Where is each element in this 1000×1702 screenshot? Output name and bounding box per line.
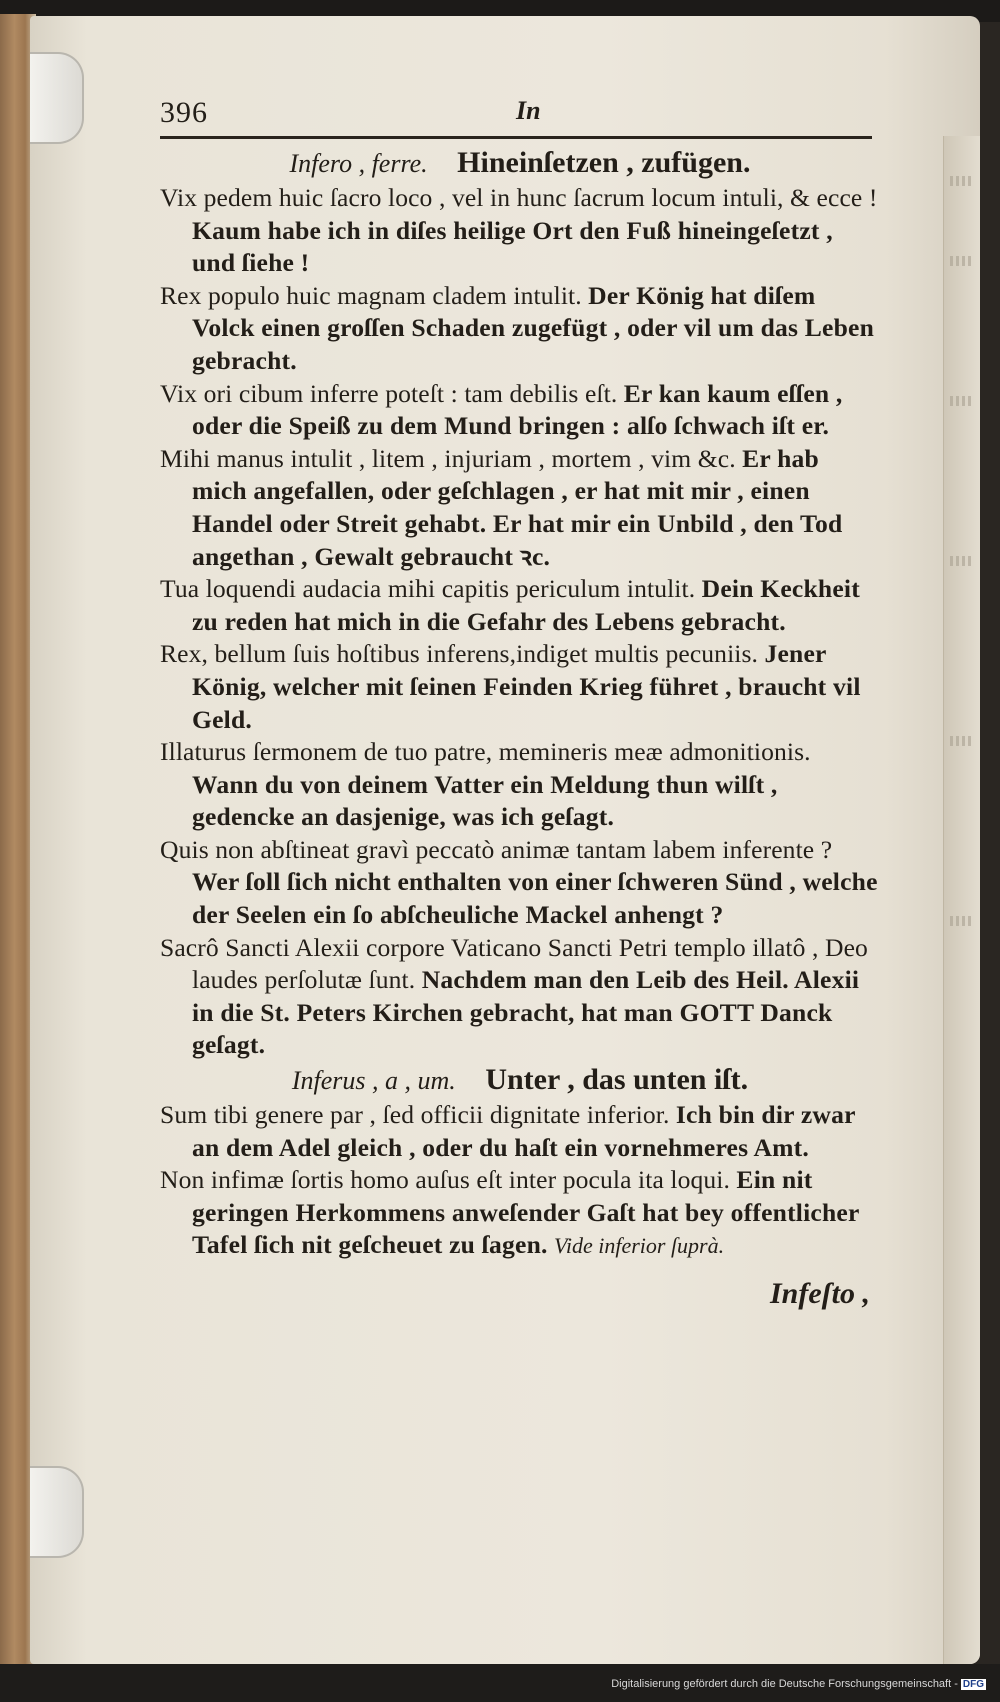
dfg-logo: DFG [962,1679,984,1690]
entry-german: Er kan kaum eſſen , oder die Speiß zu dem Mund bringen : alſo ſchwach iſt er. [192,378,843,441]
lemma-german: Unter , das unten iſt. [485,1063,749,1097]
page-number: 396 [160,96,208,129]
entry-german: Wann du von deinem Vatter ein Meldung thun wilſt , gedencke an dasjenige, was ich geſagt. [192,769,778,832]
dictionary-entry [160,932,880,1062]
entry-german: Kaum habe ich in diſes heilige Ort den Fuß hineingeſetzt , und ſiehe ! [192,215,833,278]
bleed-text-mark [950,256,974,266]
digitization-credit [611,1678,986,1690]
cross-reference: Vide inferior ſuprà. [554,1233,725,1259]
entry-latin: Quis non abſtineat gravì peccatò animæ tantam labem inferente ? [160,834,833,864]
dictionary-entry [160,736,880,834]
entry-latin: Non infimæ ſortis homo auſus eſt inter pocula ita loqui. [160,1165,731,1195]
entry-latin: Tua loquendi audacia mihi capitis periculum intulit. [160,574,696,604]
entry-german: Der König hat diſem Volck einen groſſen Schaden zugefügt , oder vil um das Leben gebracht. [192,280,875,375]
entry-latin: Vix ori cibum inferre poteſt : tam debilis eſt. [160,378,618,408]
lemma-german: Hineinſetzen , zufügen. [457,146,751,179]
dictionary-entry [160,378,880,443]
entry-latin: Rex, bellum ſuis hoſtibus inferens,indiget multis pecuniis. [160,639,759,669]
facing-page-edge [943,136,980,1664]
catchword: Infeſto , [770,1277,870,1310]
entry-german: Ich bin dir zwar an dem Adel gleich , oder du haſt ein vornehmeres Amt. [192,1100,856,1162]
entry-latin: Rex populo huic magnam cladem intulit. [160,280,582,310]
dictionary-entry [160,638,880,736]
bleed-text-mark [950,736,974,746]
lemma-heading [160,1062,880,1099]
entry-latin: Mihi manus intulit , litem , injuriam , mortem , vim &c. [160,443,736,473]
page-clip-top [30,52,84,144]
entry-latin: Illaturus ſermonem de tuo patre, memineris meæ admonitionis. [160,737,811,767]
page-header [160,96,880,132]
entry-german: Dein Keckheit zu reden hat mich in die Gefahr des Lebens gebracht. [192,574,860,636]
entry-german: Jener König, welcher mit ſeinen Feinden Krieg führet , braucht vil Geld. [192,639,861,734]
entry-german: Wer ſoll ſich nicht enthalten von einer ſchweren Sünd , welche der Seelen ein ſo abſcheuliche Mackel anhengt ? [192,867,878,930]
entry-german: Ein nit geringen Herkommens anweſender Gaſt hat bey offentlicher Tafel ſich nit geſcheuet zu ſagen. [192,1165,860,1260]
dictionary-entry [160,182,880,280]
dictionary-entry [160,1099,880,1164]
page-clip-bottom [30,1466,84,1558]
entry-latin: Sacrô Sancti Alexii corpore Vaticano Sancti Petri templo illatô , Deo laudes perſolutæ ſunt. [160,932,868,995]
credit-text: Digitalisierung gefördert durch die Deutsche Forschungsgemeinschaft - [611,1678,958,1690]
bleed-text-mark [950,396,974,406]
bleed-text-mark [950,916,974,926]
scanner-footer-bar [0,1664,1000,1702]
bleed-text-mark [950,556,974,566]
dictionary-entry [160,1164,880,1263]
lemma-latin: Inferus , a , um. [291,1066,456,1096]
dictionary-entry [160,280,880,378]
dictionary-entry [160,443,880,573]
lemma-latin: Infero , ferre. [289,149,428,178]
lemma-heading [160,145,880,182]
entry-german: Nachdem man den Leib des Heil. Alexii in die St. Peters Kirchen gebracht, hat man GOTT Danck geſagt. [192,965,860,1060]
header-rule [160,136,872,139]
entry-german: Er hab mich angefallen, oder geſchlagen , er hat mit mir , einen Handel oder Streit gehabt. Er hat mir ein Unbild , den Tod angethan , Gewalt gebraucht ꝛc. [192,443,843,571]
dictionary-entry [160,834,880,932]
entry-latin: Vix pedem huic ſacro loco , vel in hunc ſacrum locum intuli, & ecce ! [160,183,878,212]
running-head: In [516,96,541,125]
dictionary-entry [160,573,880,638]
entry-latin: Sum tibi genere par , ſed officii dignitate inferior. [160,1100,670,1130]
page-text [160,96,880,1311]
bleed-text-mark [950,176,974,186]
